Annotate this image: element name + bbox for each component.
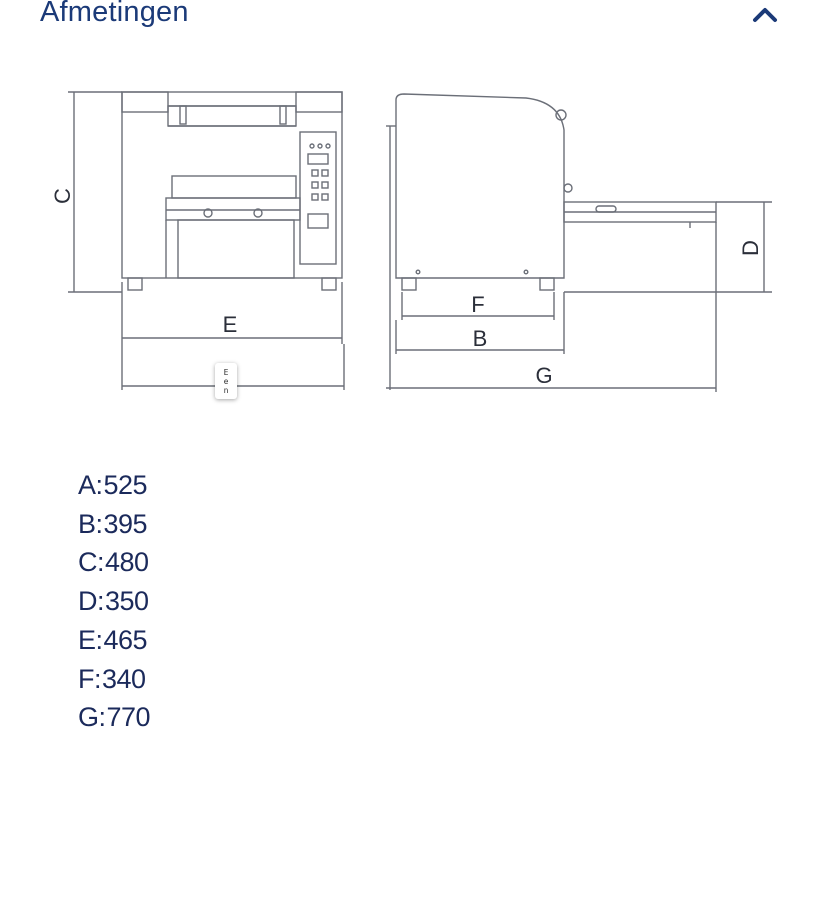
dimension-f	[78, 660, 150, 699]
dimension-key: G:	[78, 702, 106, 733]
dimension-value: 350	[105, 586, 149, 617]
label-d: D	[738, 240, 763, 256]
dimension-list	[78, 466, 150, 737]
dimension-drawing	[40, 70, 780, 410]
dimension-key: E:	[78, 624, 103, 655]
dimension-key: A:	[78, 470, 103, 500]
label-b: B	[472, 326, 488, 351]
label-f: F	[471, 292, 485, 317]
dimension-value: 480	[105, 547, 149, 578]
label-tooltip	[215, 363, 237, 399]
section-title: Afmetingen	[40, 0, 189, 28]
collapse-button[interactable]	[744, 0, 786, 30]
label-e: E	[222, 312, 238, 337]
tooltip-line: E	[223, 367, 229, 377]
dimension-e	[78, 621, 150, 660]
dimension-key: C:	[78, 547, 104, 578]
dimension-key: F:	[78, 663, 101, 694]
tooltip-line: e	[223, 376, 229, 386]
dimension-value: 395	[103, 508, 148, 539]
dimension-key: D:	[78, 586, 104, 617]
dimension-value: 340	[102, 663, 146, 694]
dimension-g	[78, 698, 150, 737]
tooltip-line: n	[223, 385, 229, 395]
label-c: C	[50, 188, 75, 204]
dimension-a	[78, 466, 150, 505]
dimension-value: 770	[106, 702, 151, 733]
dimension-value: 465	[103, 624, 148, 655]
dimension-key: B:	[78, 508, 103, 539]
dimension-d	[78, 582, 150, 621]
chevron-up-icon	[744, 0, 786, 30]
section-header[interactable]	[0, 0, 819, 40]
dimension-value: 525	[103, 470, 148, 500]
dimension-b	[78, 505, 150, 544]
label-g: G	[535, 363, 553, 388]
dimension-c	[78, 543, 150, 582]
